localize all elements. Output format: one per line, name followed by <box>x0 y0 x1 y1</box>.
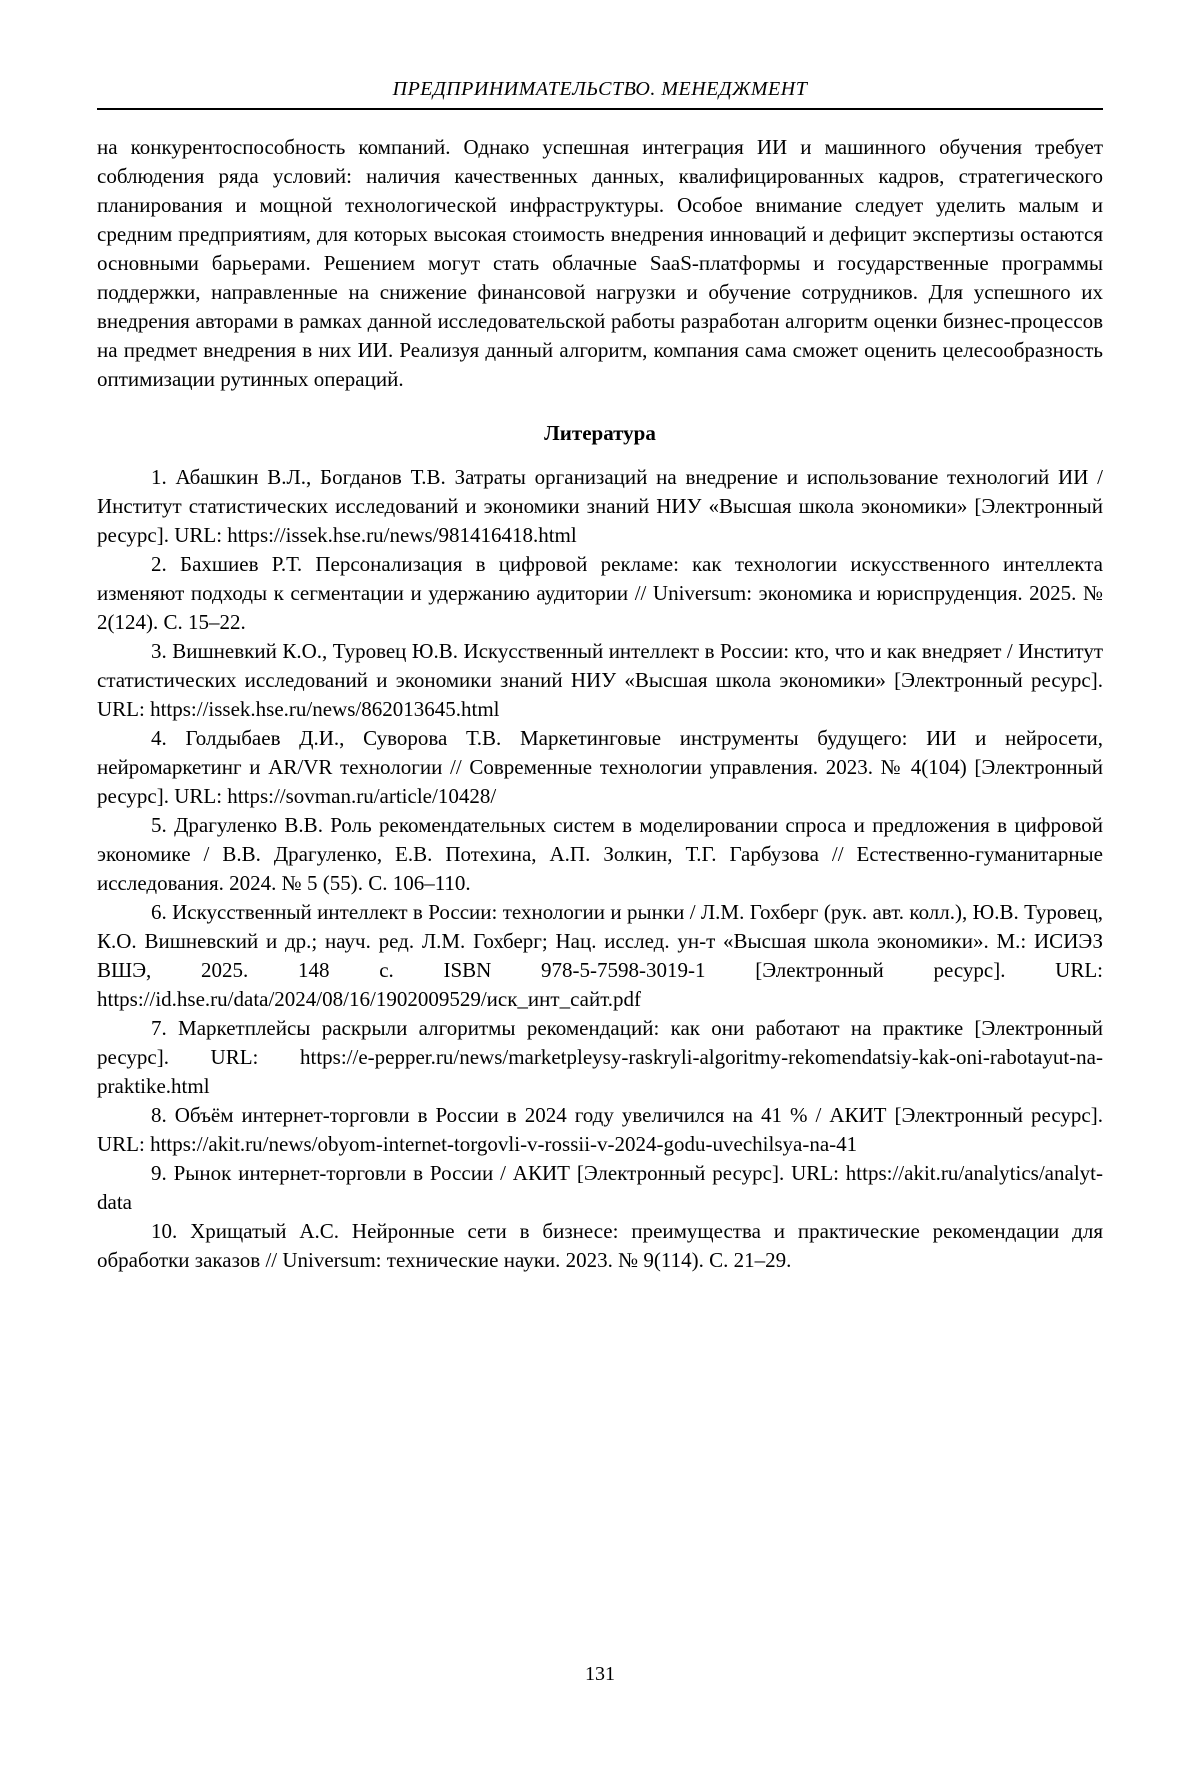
header-rule <box>97 108 1103 110</box>
document-page <box>0 78 1200 1776</box>
reference-item-1: 1. Абашкин В.Л., Богданов Т.В. Затраты организаций на внедрение и использование технологий ИИ / Институт статистических исследований и экономики знаний НИУ «Высшая школа экономики» [Электронный ресурс]. URL: https://issek.hse.ru/news/981416418.html <box>97 465 1103 547</box>
reference-item-6: 6. Искусственный интеллект в России: технологии и рынки / Л.М. Гохберг (рук. авт. колл.), Ю.В. Туровец, К.О. Вишневский и др.; науч. ред. Л.М. Гохберг; Нац. исслед. ун-т «Высшая школа экономики». М.: ИСИЭЗ ВШЭ, 2025. 148 с. ISBN 978-5-7598-3019-1 [Электронный ресурс]. URL: https://id.hse.ru/data/2024/08/16/1902009529/иск_инт_сайт.pdf <box>97 900 1103 1011</box>
reference-item-7: 7. Маркетплейсы раскрыли алгоритмы рекомендаций: как они работают на практике [Электронный ресурс]. URL: https://e-pepper.ru/news/marketpleysy-raskryli-algoritmy-rekomendatsiy-kak-oni-rabotayut-na-praktike.html <box>97 1016 1103 1098</box>
reference-item-3: 3. Вишневкий К.О., Туровец Ю.В. Искусственный интеллект в России: кто, что и как внедряет / Институт статистических исследований и экономики знаний НИУ «Высшая школа экономики» [Электронный ресурс]. URL: https://issek.hse.ru/news/862013645.html <box>97 639 1103 721</box>
page-content <box>0 78 1200 1275</box>
body-paragraph: на конкурентоспособность компаний. Однако успешная интеграция ИИ и машинного обучения требует соблюдения ряда условий: наличия качественных данных, квалифицированных кадров, стратегического планирования и мощной технологической инфраструктуры. Особое внимание следует уделить малым и средним предприятиям, для которых высокая стоимость внедрения инноваций и дефицит экспертизы остаются основными барьерами. Решением могут стать облачные SaaS-платформы и государственные программы поддержки, направленные на снижение финансовой нагрузки и обучение сотрудников. Для успешного их внедрения авторами в рамках данной исследовательской работы разработан алгоритм оценки бизнес-процессов на предмет внедрения в них ИИ. Реализуя данный алгоритм, компания сама сможет оценить целесообразность оптимизации рутинных операций. <box>97 135 1103 391</box>
running-head: ПРЕДПРИНИМАТЕЛЬСТВО. МЕНЕДЖМЕНТ <box>392 78 808 100</box>
reference-item-5: 5. Драгуленко В.В. Роль рекомендательных систем в моделировании спроса и предложения в цифровой экономике / В.В. Драгуленко, Е.В. Потехина, А.П. Золкин, Т.Г. Гарбузова // Естественно-гуманитарные исследования. 2024. № 5 (55). С. 106–110. <box>97 813 1103 895</box>
reference-item-10: 10. Хрищатый А.С. Нейронные сети в бизнесе: преимущества и практические рекомендации для обработки заказов // Universum: технические науки. 2023. № 9(114). С. 21–29. <box>97 1219 1103 1272</box>
references-list <box>97 463 1103 1275</box>
references-heading: Литература <box>544 421 656 445</box>
reference-item-4: 4. Голдыбаев Д.И., Суворова Т.В. Маркетинговые инструменты будущего: ИИ и нейросети, нейромаркетинг и AR/VR технологии // Современные технологии управления. 2023. № 4(104) [Электронный ресурс]. URL: https://sovman.ru/article/10428/ <box>97 726 1103 808</box>
reference-item-9: 9. Рынок интернет-торговли в России / АКИТ [Электронный ресурс]. URL: https://akit.ru/analytics/analyt-data <box>97 1161 1103 1214</box>
reference-item-8: 8. Объём интернет-торговли в России в 2024 году увеличился на 41 % / АКИТ [Электронный ресурс]. URL: https://akit.ru/news/obyom-internet-torgovli-v-rossii-v-2024-godu-uvechilsya-na-41 <box>97 1103 1103 1156</box>
reference-item-2: 2. Бахшиев Р.Т. Персонализация в цифровой рекламе: как технологии искусственного интеллекта изменяют подходы к сегментации и удержанию аудитории // Universum: экономика и юриспруденция. 2025. № 2(124). С. 15–22. <box>97 552 1103 634</box>
page-number: 131 <box>585 1663 615 1685</box>
